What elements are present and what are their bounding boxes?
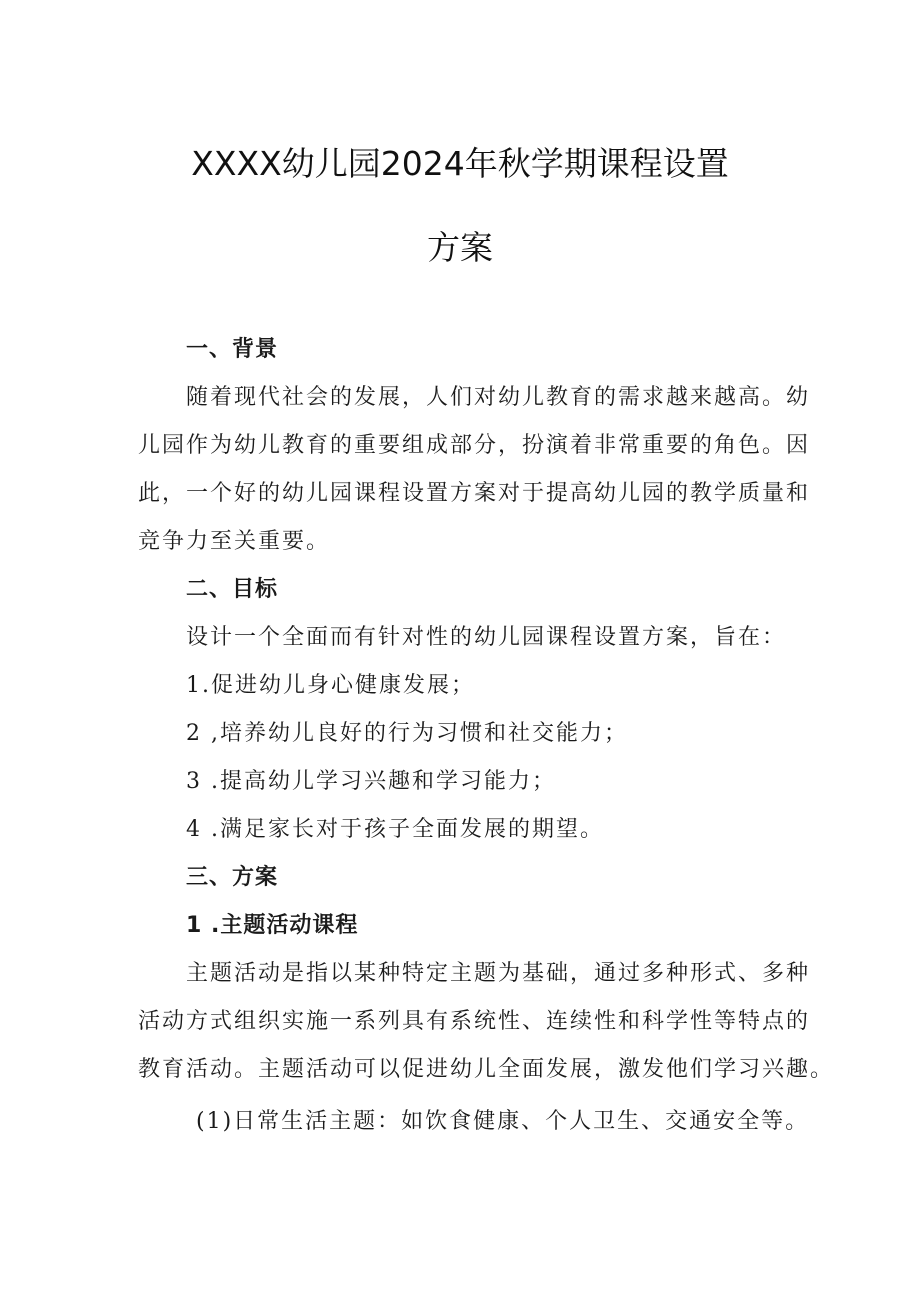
paragraph-line: 随着现代社会的发展，人们对幼儿教育的需求越来越高。幼 [186, 385, 811, 410]
paragraph-line: 主题活动是指以某种特定主题为基础，通过多种形式、多种 [186, 961, 811, 986]
section-heading-goals: 二、目标 [186, 577, 279, 602]
goal-item: 4 .满足家长对于孩子全面发展的期望。 [186, 817, 604, 842]
subheading-theme-activities: 1 .主题活动课程 [186, 913, 359, 938]
paragraph-line: 教育活动。主题活动可以促进幼儿全面发展，激发他们学习兴趣。 [138, 1057, 835, 1082]
theme-item: (1)日常生活主题：如饮食健康、个人卫生、交通安全等。 [196, 1109, 810, 1134]
document-title-line2: 方案 [427, 228, 493, 267]
goal-item: 1.促进幼儿身心健康发展； [186, 673, 475, 698]
section-heading-plan: 三、方案 [186, 865, 279, 890]
paragraph-line: 儿园作为幼儿教育的重要组成部分，扮演着非常重要的角色。因 [138, 433, 811, 458]
goal-item: 3 .提高幼儿学习兴趣和学习能力； [186, 769, 556, 794]
goal-item: 2 ,培养幼儿良好的行为习惯和社交能力； [186, 721, 628, 746]
section-heading-background: 一、背景 [186, 337, 279, 362]
document-title-line1: XXXX幼儿园2024年秋学期课程设置 [191, 144, 729, 183]
paragraph-line: 此，一个好的幼儿园课程设置方案对于提高幼儿园的教学质量和 [138, 481, 811, 506]
goals-intro: 设计一个全面而有针对性的幼儿园课程设置方案，旨在： [186, 625, 787, 650]
paragraph-line: 竞争力至关重要。 [138, 529, 331, 554]
paragraph-line: 活动方式组织实施一系列具有系统性、连续性和科学性等特点的 [138, 1009, 811, 1034]
